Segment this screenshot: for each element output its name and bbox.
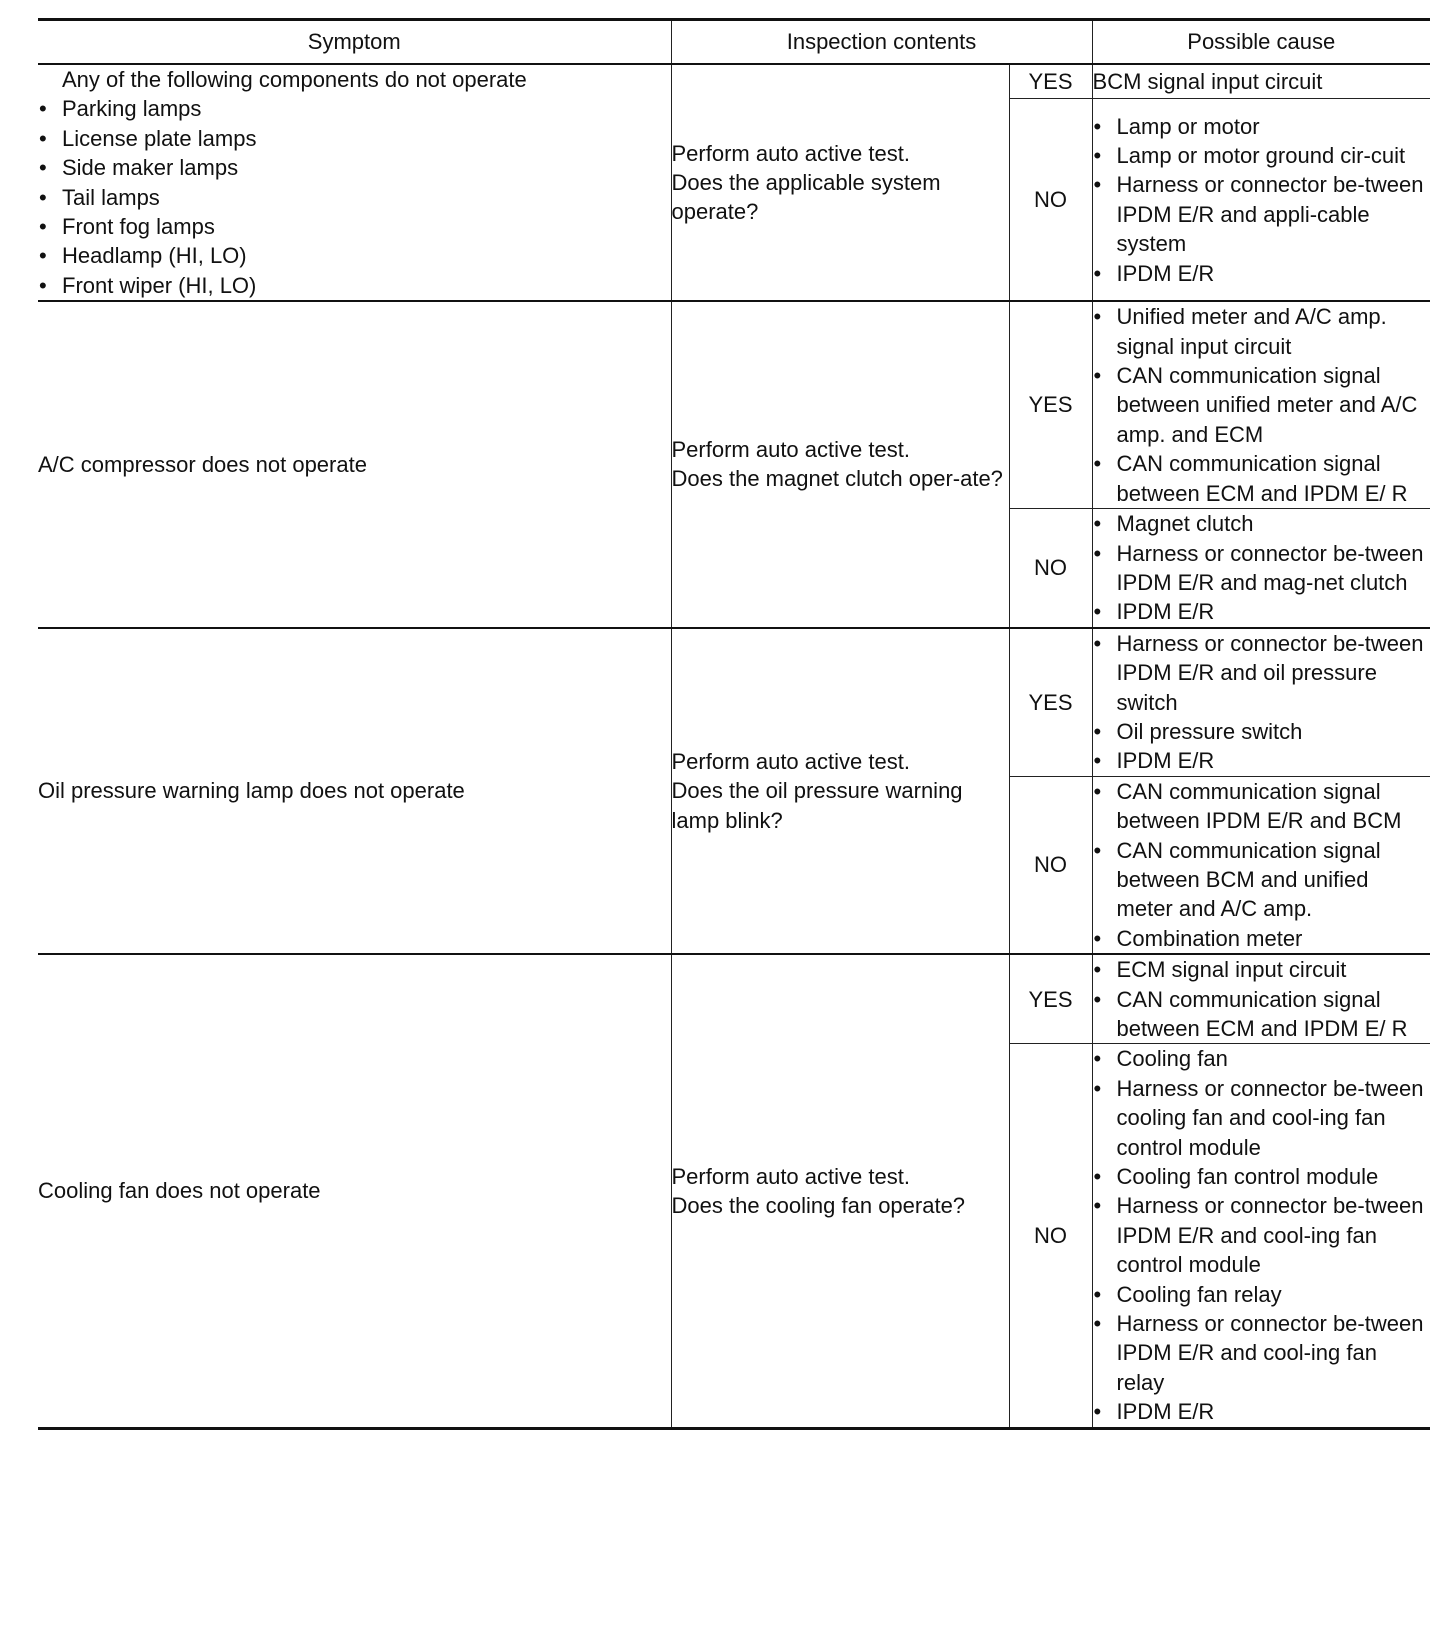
cause-item: • CAN communication signal between ECM and IPDM E/ R: [1093, 449, 1431, 508]
inspection-cell: [671, 301, 1009, 627]
cause-cell: [1092, 1044, 1430, 1428]
cause-item: • Magnet clutch: [1093, 509, 1431, 538]
symptom-cell: Oil pressure warning lamp does not operate: [38, 628, 671, 954]
result-yes: YES: [1009, 64, 1092, 99]
cause-item: • IPDM E/R: [1093, 597, 1431, 626]
table-row: [38, 954, 1430, 1044]
inspection-line: Does the oil pressure warning lamp blink?: [671, 778, 963, 833]
list-item: • License plate lamps: [38, 124, 671, 153]
cause-item: • Oil pressure switch: [1093, 717, 1431, 746]
cause-item: • Combination meter: [1093, 924, 1431, 953]
cause-item: • IPDM E/R: [1093, 1397, 1431, 1426]
inspection-line: Does the magnet clutch oper-ate?: [671, 466, 1003, 492]
cause-cell: [1092, 954, 1430, 1044]
cause-list: [1093, 777, 1431, 953]
table-row: [38, 628, 1430, 777]
inspection-cell: [671, 64, 1009, 301]
cause-item: • IPDM E/R: [1093, 746, 1431, 775]
cause-list: [1093, 1044, 1431, 1426]
cause-item: • Lamp or motor ground cir-cuit: [1093, 141, 1431, 170]
cause-cell: [1092, 509, 1430, 628]
cause-item: • CAN communication signal between unified meter and A/C amp. and ECM: [1093, 361, 1431, 449]
cause-list: [1093, 302, 1431, 508]
inspection-line: Does the cooling fan operate?: [671, 1192, 966, 1218]
diagnosis-table: [38, 18, 1430, 1430]
cause-item: • Harness or connector be-tween IPDM E/R and oil pressure switch: [1093, 629, 1431, 717]
cause-list: [1093, 509, 1431, 627]
cause-cell: [1092, 628, 1430, 777]
header-cause: Possible cause: [1092, 20, 1430, 65]
list-item: • Tail lamps: [38, 183, 671, 212]
list-item: • Parking lamps: [38, 94, 671, 123]
cause-cell: [1092, 64, 1430, 99]
cause-item: • CAN communication signal between ECM and IPDM E/ R: [1093, 985, 1431, 1044]
cause-list: [1093, 112, 1431, 288]
cause-item: • CAN communication signal between IPDM E/R and BCM: [1093, 777, 1431, 836]
inspection-line: Perform auto active test.: [671, 140, 910, 166]
header-inspection: Inspection contents: [671, 20, 1092, 65]
inspection-line: Perform auto active test.: [671, 748, 910, 774]
list-item: • Front fog lamps: [38, 212, 671, 241]
result-yes: YES: [1009, 301, 1092, 508]
cause-item: • ECM signal input circuit: [1093, 955, 1431, 984]
list-item: • Side maker lamps: [38, 153, 671, 182]
result-no: NO: [1009, 99, 1092, 301]
inspection-cell: [671, 954, 1009, 1428]
cause-item: • Cooling fan relay: [1093, 1280, 1431, 1309]
cause-list: [1093, 955, 1431, 1043]
cause-item: • Harness or connector be-tween IPDM E/R and cool-ing fan relay: [1093, 1309, 1431, 1397]
result-yes: YES: [1009, 628, 1092, 777]
table-row: [38, 64, 1430, 99]
cause-item: • Harness or connector be-tween IPDM E/R and mag-net clutch: [1093, 539, 1431, 598]
symptom-intro: Any of the following components do not operate: [62, 67, 527, 92]
inspection-cell: [671, 628, 1009, 954]
inspection-line: Perform auto active test.: [671, 1163, 910, 1189]
header-symptom: Symptom: [38, 20, 671, 65]
cause-item: • Lamp or motor: [1093, 112, 1431, 141]
cause-cell: [1092, 301, 1430, 508]
cause-item: • IPDM E/R: [1093, 259, 1431, 288]
table-header-row: [38, 20, 1430, 65]
page: [38, 18, 1430, 1430]
cause-item: • Harness or connector be-tween IPDM E/R and appli-cable system: [1093, 170, 1431, 258]
cause-cell: [1092, 99, 1430, 301]
cause-item: BCM signal input circuit: [1092, 69, 1323, 94]
result-yes: YES: [1009, 954, 1092, 1044]
cause-list: [1093, 629, 1431, 776]
list-item: • Headlamp (HI, LO): [38, 241, 671, 270]
cause-item: • CAN communication signal between BCM and unified meter and A/C amp.: [1093, 836, 1431, 924]
list-item: • Front wiper (HI, LO): [38, 271, 671, 300]
inspection-line: Does the applicable system operate?: [671, 169, 941, 225]
symptom-cell: A/C compressor does not operate: [38, 301, 671, 627]
symptom-cell: Cooling fan does not operate: [38, 954, 671, 1428]
cause-item: • Unified meter and A/C amp. signal input circuit: [1093, 302, 1431, 361]
cause-item: • Harness or connector be-tween cooling fan and cool-ing fan control module: [1093, 1074, 1431, 1162]
cause-cell: [1092, 776, 1430, 954]
symptom-cell: [38, 64, 671, 301]
table-row: [38, 301, 1430, 508]
cause-item: • Cooling fan: [1093, 1044, 1431, 1073]
symptom-list: [38, 94, 671, 300]
result-no: NO: [1009, 509, 1092, 628]
inspection-line: Perform auto active test.: [671, 437, 910, 463]
result-no: NO: [1009, 1044, 1092, 1428]
cause-item: • Harness or connector be-tween IPDM E/R and cool-ing fan control module: [1093, 1191, 1431, 1279]
cause-item: • Cooling fan control module: [1093, 1162, 1431, 1191]
result-no: NO: [1009, 776, 1092, 954]
